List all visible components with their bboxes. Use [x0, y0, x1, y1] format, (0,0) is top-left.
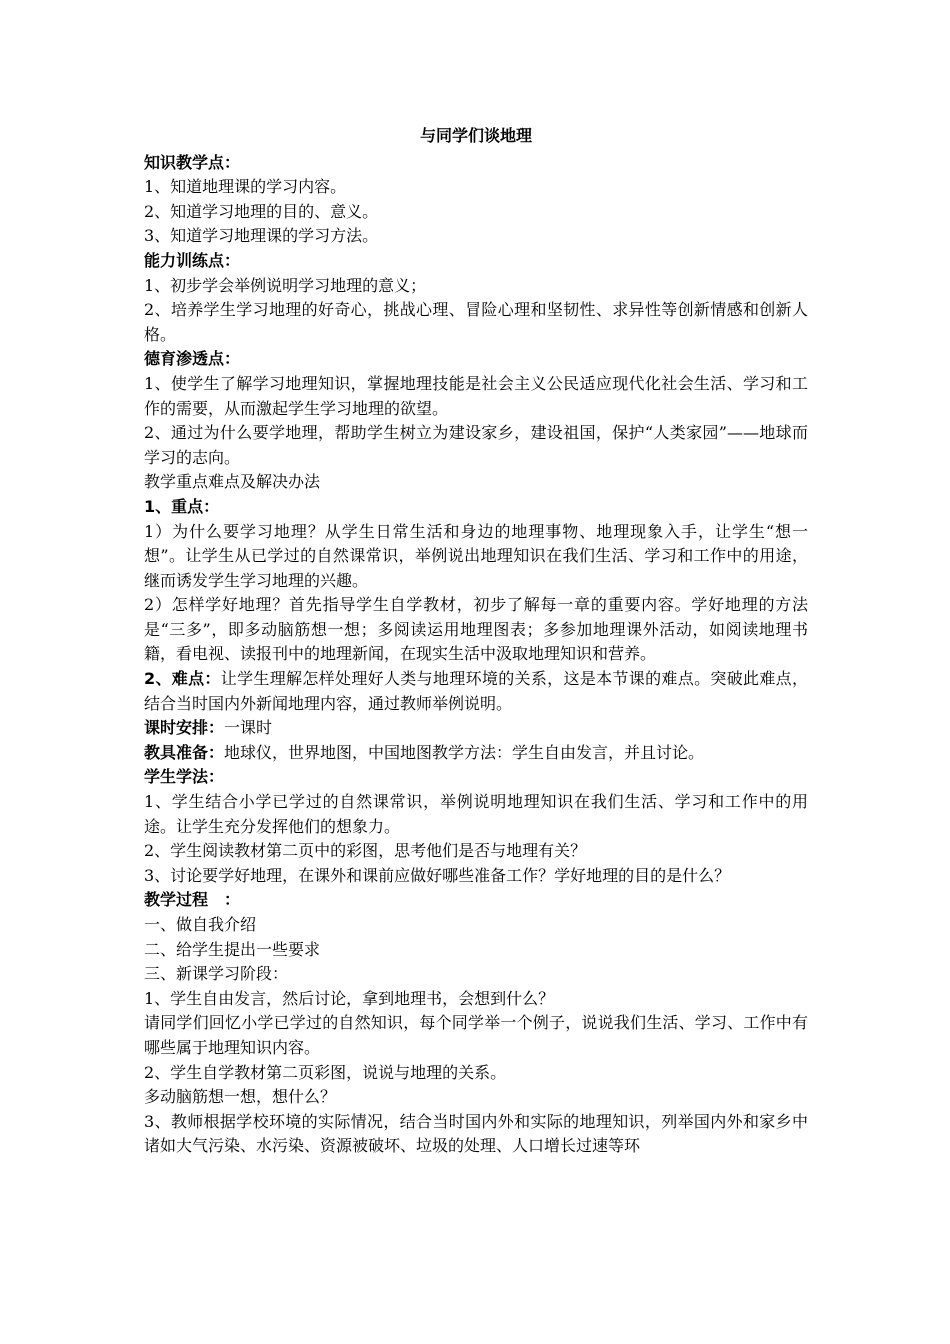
- schedule-label: 课时安排：: [144, 718, 225, 738]
- process-item: 一、做自我介绍: [144, 915, 257, 934]
- student-method-item: 2、学生阅读教材第二页中的彩图，思考他们是否与地理有关？: [144, 841, 587, 861]
- moral-item: 2、通过为什么要学地理，帮助学生树立为建设家乡，建设祖国，保护“人类家园”——地球而学习的志向。: [144, 423, 808, 467]
- knowledge-item: 3、知道学习地理课的学习方法。: [144, 226, 379, 246]
- process-heading: 教学过程 ：: [144, 890, 241, 910]
- difficulty-paragraph: [144, 667, 808, 716]
- moral-heading: 德育渗透点：: [144, 349, 241, 369]
- key-point-item: 1）为什么要学习地理？从学生日常生活和身边的地理事物、地理现象入手，让学生“想一想”。让学生从已学过的自然课常识，举例说出地理知识在我们生活、学习和工作中的用途，继而诱发学生学习地理的兴趣。: [144, 521, 808, 590]
- ability-item: 2、培养学生学习地理的好奇心，挑战心理、冒险心理和坚韧性、求异性等创新情感和创新人格。: [144, 300, 808, 344]
- difficulty-label: 2、难点：: [144, 669, 221, 689]
- process-item: 二、给学生提出一些要求: [144, 939, 321, 959]
- document-title: 与同学们谈地理: [419, 126, 532, 145]
- knowledge-item: 1、知道地理课的学习内容。: [144, 177, 347, 197]
- tools-paragraph: [144, 741, 808, 766]
- process-item: 请同学们回忆小学已学过的自然知识，每个同学举一个例子，说说我们生活、学习、工作中有哪些属于地理知识内容。: [144, 1013, 808, 1057]
- student-method-heading: 学生学法：: [144, 767, 225, 787]
- key-section-title: 教学重点难点及解决办法: [144, 472, 321, 492]
- process-item: 3、教师根据学校环境的实际情况，结合当时国内外和实际的地理知识，列举国内外和家乡中诸如大气污染、水污染、资源被破坏、垃圾的处理、人口增长过速等环: [144, 1111, 808, 1156]
- key-point-item: 2）怎样学好地理？首先指导学生自学教材，初步了解每一章的重要内容。学好地理的方法是“三多”，即多动脑筋想一想；多阅读运用地理图表；多参加地理课外活动，如阅读地理书籍，看电视、读报刊中的地理新闻，在现实生活中汲取地理知识和营养。: [144, 595, 808, 664]
- knowledge-item: 2、知道学习地理的目的、意义。: [144, 201, 379, 221]
- process-item: 多动脑筋想一想，想什么？: [144, 1087, 337, 1107]
- knowledge-heading: 知识教学点：: [144, 152, 241, 172]
- ability-item: 1、初步学会举例说明学习地理的意义；: [144, 275, 427, 295]
- student-method-item: 1、学生结合小学已学过的自然课常识，举例说明地理知识在我们生活、学习和工作中的用途。让学生充分发挥他们的想象力。: [144, 792, 808, 836]
- document-page: [144, 124, 808, 1159]
- ability-heading: 能力训练点：: [144, 250, 241, 270]
- process-item: 1、学生自由发言，然后讨论，拿到地理书，会想到什么？: [144, 988, 555, 1008]
- process-item: 三、新课学习阶段：: [144, 964, 289, 984]
- moral-item: 1、使学生了解学习地理知识，掌握地理技能是社会主义公民适应现代化社会生活、学习和工作的需要，从而激起学生学习地理的欲望。: [144, 373, 808, 418]
- tools-label: 教具准备：: [144, 742, 225, 762]
- key-point-label: 1、重点：: [144, 496, 220, 516]
- schedule-text: 一课时: [224, 718, 273, 738]
- student-method-item: 3、讨论要学好地理，在课外和课前应做好哪些准备工作？学好地理的目的是什么？: [144, 865, 731, 885]
- tools-text: 地球仪，世界地图，中国地图教学方法：学生自由发言，并且讨论。: [224, 742, 705, 762]
- schedule-paragraph: [144, 716, 808, 741]
- process-item: 2、学生自学教材第二页彩图，说说与地理的关系。: [144, 1062, 507, 1082]
- difficulty-text: 让学生理解怎样处理好人类与地理环境的关系，这是本节课的难点。突破此难点，结合当时国内外新闻地理内容，通过教师举例说明。: [144, 669, 808, 713]
